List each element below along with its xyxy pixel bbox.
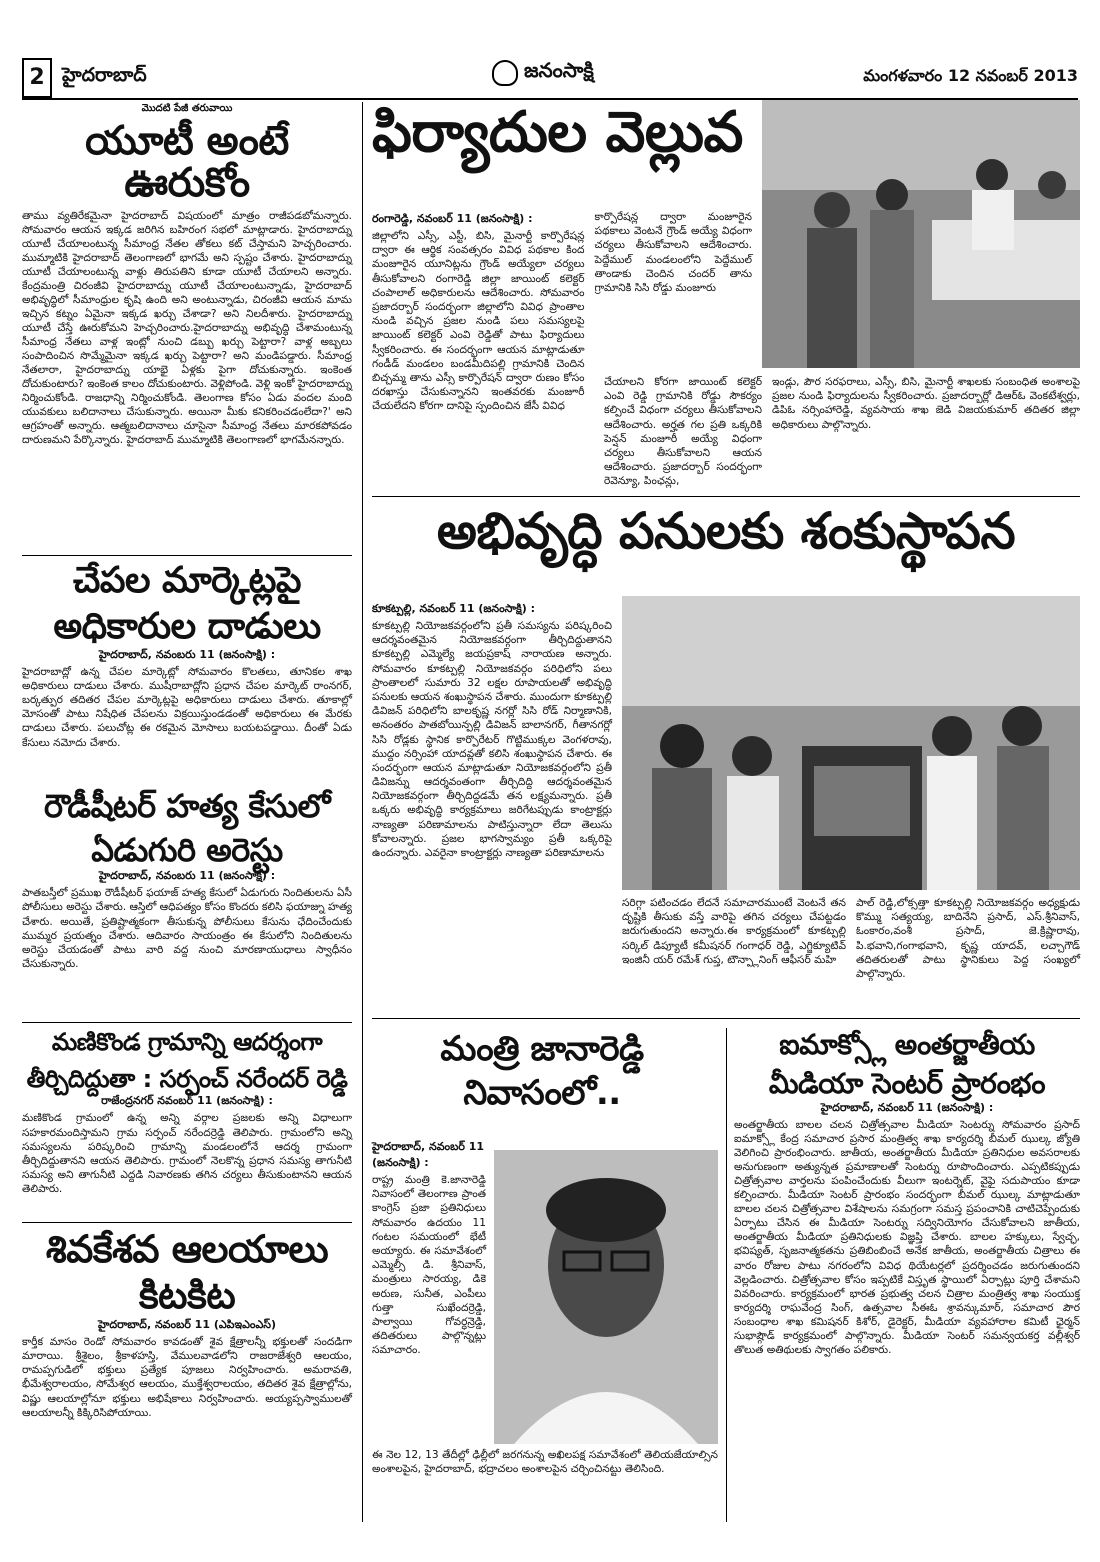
article-body-col2-top: కార్పొరేషన్ల ద్వారా మంజూరైన పథకాలు వెంటనే గ్రౌండ్ అయ్యే విధంగా చర్యలు తీసుకోవాలని ఆదేశించారు. పెద్దేముల్ మండలంలోని పెద్దేముల్ తాండాకు చెందిన చందర్ తాను గ్రామానికి సిసి రోడ్డు మంజూరు <box>594 211 752 294</box>
article-body: కార్తీక మాసం రెండో సోమవారం కావడంతో శైవ క్షేత్రాలన్నీ భక్తులతో సందడిగా మారాయి. శ్రీశైలం, శ్రీకాళహస్తి, వేములవాడలోని రాజరాజేశ్వరి ఆలయం, రామప్పగుడిలో భక్తులు ప్రత్యేక పూజలు నిర్వహించారు. అమరావతి, భీమేశ్వరాలయం, సోమేశ్వర ఆలయం, ముక్తేశ్వరాలయం, తదితర శైవ క్షేత్రాల్లోను, విష్ణు ఆలయాల్లోనూ భక్తులు అభిషేకాలు నిర్వహించారు. అయ్యప్పస్వాములతో ఆలయాలన్నీ కిక్కిరిసిపోయాయి. <box>22 1335 352 1419</box>
headline-line1: ఐమాక్స్లో అంతర్జాతీయ <box>779 1028 1035 1061</box>
article-minister <box>372 1029 712 1113</box>
photo-placeholder-icon <box>762 100 1080 368</box>
headline-line2: అధికారుల దాడులు <box>53 605 321 647</box>
issue-date: మంగళవారం 12 నవంబర్ 2013 <box>863 66 1078 85</box>
article-body: పాతబస్తీలో ప్రముఖ రౌడీషీటర్ ఫయాజ్ హత్య కేసులో ఏడుగురు నిందితులను ఏసీ పోలీసులు అరెస్టు చేశారు. ఆస్తిలో ఆధిపత్యం కోసం కొందరు కలిసి ఫయాజ్ను హత్య చేశారు. అయితే, ప్రతిష్టాత్మకంగా తీసుకున్న పోలీసులు కేసును ఛేదించేందుకు ముమ్మర ప్రయత్నం చేశారు. ఆదివారం సాయంత్రం ఈ కేసులోని నిందితులను అరెస్టు చేయడంతో పాటు వారి వద్ద నుంచి మారణాయుధాలు స్వాధీనం చేసుకున్నారు. <box>22 887 352 971</box>
minister-full-col <box>372 1448 718 1476</box>
complaints-photo <box>762 100 1080 368</box>
dateline: హైదరాబాద్, నవంబరు 11 (జనంసాక్షి) : <box>98 647 276 661</box>
minister-narrow-col <box>372 1138 486 1357</box>
article-temples <box>22 1227 352 1420</box>
article-manikonda <box>22 1030 352 1197</box>
lotus-logo-icon <box>492 60 518 86</box>
dateline: రాజేంద్రనగర్ నవంబర్ 11 (జనంసాక్షి) : <box>101 1094 273 1108</box>
article-body: రాష్ట్ర మంత్రి కె.జానారెడ్డి నివాసంలో తెలంగాణ ప్రాంత కాంగ్రెస్ ప్రజా ప్రతినిధులు సోమవారం ఉదయం 11 గంటల సమయంలో భేటీ అయ్యారు. ఈ సమావేశంలో ఎమ్మెల్సీ డి. శ్రీనివాస్, మంత్రులు సారయ్య, డికె అరుణ, సునీత, ఎంపీలు గుత్తా సుఖేందర్రెడ్డి, పాల్వాయి గోవర్ధన్రెడ్డి, తదితరులు పాల్గొన్నట్లు సమాచారం. <box>372 1174 486 1357</box>
article-rowdy <box>22 787 352 971</box>
headline-line1: మంత్రి జానారెడ్డి <box>440 1029 644 1069</box>
article-complaints <box>372 100 752 165</box>
headline-line1: రౌడీషీటర్ హత్య కేసులో <box>43 787 330 825</box>
article-body: మణికొండ గ్రామంలో ఉన్న అన్ని వర్గాల ప్రజలకు అన్ని విధాలుగా సహకారమందిస్తామని గ్రామ సర్పంచ్ నరేందర్రెడ్డి తెలిపారు. గ్రామంలోని అన్ని సమస్యలను పరిష్కరించి గ్రామాన్ని మండలంలోనే ఆదర్శ గ్రామంగా తీర్చిదిద్దుతానని ఆయన తెలిపారు. గ్రామంలో నెలకొన్న ప్రధాన సమస్య తాగునీటి సమస్య అని తాగునీటి ఎద్దడి నివారణకు తగిన చర్యలు తీసుకుంటానని ఆయన తెలిపారు. <box>22 1112 352 1196</box>
dateline: హైదరాబాద్, నవంబర్ 11 (జనంసాక్షి) : <box>372 1140 485 1169</box>
paper-logo <box>492 58 594 87</box>
divider <box>22 1222 352 1223</box>
headline: యూటీ అంటే ఊరుకోం <box>85 118 289 206</box>
article-imax <box>734 1030 1080 1357</box>
headline-line1: మణికొండ గ్రామాన్ని ఆదర్శంగా <box>51 1028 323 1056</box>
dateline: రంగారెడ్డి, నవంబర్ 11 (జనంసాక్షి) : <box>372 212 533 225</box>
foundation-cols <box>622 896 1080 981</box>
article-body: అంతర్జాతీయ బాలల చలన చిత్రోత్సవాల మీడియా సెంటర్ను సోమవారం ప్రసాద్ ఐమాక్స్లో కేంద్ర సమాచార ప్రసార మంత్రిత్వ శాఖ కార్యదర్శి బీమల్ ఝుల్క జ్యోతి వెలిగించి ప్రారంభించారు. జాతీయ, అంతర్జాతీయ మీడియా ప్రతినిధుల అవసరాలకు అనుగుణంగా అత్యున్నత ప్రమాణాలతో సెంటర్ను రూపొందించారు. ఎప్పటికప్పుడు చిత్రోత్సవాల వార్తలను పంపించేందుకు వీలుగా ఇంటర్నెట్, వైఫై సదుపాయం కూడా కల్పించారు. మీడియా సెంటర్ ప్రారంభం సందర్భంగా బీమల్ ఝుల్క మాట్లాడుతూ బాలల చలన చిత్రోత్సవాల విశేషాలను సమగ్రంగా సమస్త ప్రపంచానికి చాటిచెప్పేందుకు ఏర్పాటు చేసిన ఈ మీడియా సెంటర్ను సద్వినియోగం చేసుకోవాలని జాతీయ, అంతర్జాతీయ మీడియా ప్రతినిధులకు విజ్ఞప్తి చేశారు. బాలల హక్కులు, స్వేచ్ఛ, భవిష్యత్, సృజనాత్మకతను ప్రతిబింబించే అనేక జాతీయ, అంతర్జాతీయ చిత్రాలు ఈ వారం రోజుల పాటు నగరంలోని వివిధ థియేటర్లలో ప్రదర్శించడం జరుగుతుందని వెల్లడించారు. చిత్రోత్సవాల కోసం ఇప్పటికే విస్తృత స్థాయిలో ఏర్పాట్లు పూర్తి చేశామని వివరించారు. కార్యక్రమంలో భారత ప్రభుత్వ చలన చిత్రాల మంత్రిత్వ శాఖ సంయుక్త కార్యదర్శి రాఘవేంద్ర సింగ్, ఉత్సవాల సీఈఓ శ్రావన్కుమార్, సమాచార పౌర సంబంధాల శాఖ కమిషనర్ కిశోర్, డైరెక్టర్, మీడియా వ్యవహారాల కమిటీ ఛైర్మన్ సుభాష్గౌడ్ కార్యక్రమంలో పాల్గొన్నారు. మీడియా సెంటర్ సమన్వయకర్త వల్లీశ్వర్ తొలుత అతిథులకు స్వాగతం పలికారు. <box>734 1118 1080 1357</box>
photo-placeholder-icon <box>622 596 1080 890</box>
article-body-full: ఈ నెల 12, 13 తేదీల్లో ఢిల్లీలో జరగనున్న అఖిలపక్ష సమావేశంలో తెలియజేయాల్సిన అంశాలపైన, హైదరాబాద్, భద్రాచలం అంశాలపైన చర్చించినట్టు తెలిసింది. <box>372 1449 718 1476</box>
article-fish-market <box>22 562 352 750</box>
foundation-col1 <box>372 600 612 860</box>
dateline: కూకట్పల్లి, నవంబర్ 11 (జనంసాక్షి) : <box>372 602 536 615</box>
divider <box>372 1018 1080 1019</box>
article-body-col1: కూకట్పల్లి నియోజకవర్గంలోని ప్రతీ సమస్యను పరిష్కరించి ఆదర్శవంతమైన నియోజకవర్గంగా తీర్చిదిద్దుతానని కూకట్పల్లి ఎమ్మెల్యే జయప్రకాష్ నారాయణ అన్నారు. సోమవారం కూకట్పల్లి నియోజకవర్గం పరిధిలోని పలు ప్రాంతాలలో సుమారు 32 లక్షల రూపాయలతో అభివృద్ధి పనులకు ఆయన శంఖుస్థాపన చేశారు. ముందుగా కూకట్పల్లి డివిజన్ పరిధిలోని బాలకృష్ణ నగర్లో సిసి రోడ్ నిర్మాణానికి, అనంతరం పాతబోయిన్పల్లి డివిజన్ బాలానగర్, గీతానగర్లో సిసి రోడ్లకు స్థానిక కార్పొరేటర్ గొట్టిముక్కల వెంగళరావు, ముద్దం నర్సింహా యాదవ్లతో కలిసి శంఖుస్థాపన చేశారు. ఈ సందర్భంగా ఆయన మాట్లాడుతూ నియోజకవర్గంలోని ప్రతీ డివిజన్ను ఆదర్శవంతంగా తీర్చిదిద్ది ఆదర్శవంతమైన నియోజకవర్గంగా తీర్చిదిద్దడమే తన లక్ష్యమన్నారు. ప్రతీ ఒక్కరు అభివృద్ధి కార్యక్రమాలు జరిగేటప్పుడు కాంట్రాక్టర్లు నాణ్యతా పరిణామాలను పాటిస్తున్నారా లేదా తెలుసు కోవాలన్నారు. ప్రజల భాగస్వామ్యం ప్రతీ ఒక్కరిపై ఉందన్నారు. ఎవరైనా కాంట్రాక్టర్లు నాణ్యతా పరిణామాలను <box>372 620 612 859</box>
divider <box>22 1022 352 1023</box>
article-ut <box>22 102 352 447</box>
headline-line2: నివాసంలో.. <box>463 1072 621 1113</box>
complaints-col2-bottom <box>604 375 762 489</box>
article-body-col2: సరిగ్గా పటించడం లేదనే సమాచారముంటే వెంటనే తన దృష్టికి తీసుకు వస్తే వారిపై తగిన చర్యలు చేపట్టడం జరుగుతుందని అన్నారు.ఈ కార్యక్రమంలో కూకట్పల్లి సర్కిల్ డిప్యూటీ కమీషనర్ గంగాధర్ రెడ్డి, ఎగ్జిక్యూటివ్ ఇంజినీ యర్ రమేశ్ గుప్త, టౌన్ప్లానింగ్ ఆఫీసర్ మహి <box>622 897 846 966</box>
article-body: తాము వ్యతిరేకమైనా హైదరాబాద్ విషయంలో మాత్రం రాజీపడబోమన్నారు. సోమవారం ఆయన ఇక్కడ జరిగిన బహిరంగ సభలో మాట్లాడారు. హైదరాబాద్ను యూటీ చేయాలంటున్న సీమాంధ్ర నేతల తోకలు కట్ చేస్తామని హెచ్చరించారు. ముమ్మాటికి హైదరాబాద్ తెలంగాణలో భాగమే అని స్పష్టం చేశారు. హైదరాబాద్ను యూటీ చేయాలంటున్న వాళ్లు తిరుపతిని కూడా యూటీ చేయాలని అన్నారు. కేంద్రమంత్రి చిరంజీవి హైదరాబాద్ను యూటీ చేయాలంటున్నాడు, హైదరాబాద్ అభివృద్ధిలో సీమాంధ్రుల కృషి ఉంది అని అంటున్నాడు, చిరంజీవి ఆయన మామ ఇచ్చిన కట్నం ఏమైనా ఇక్కడ ఖర్చు చేశాడా? అని నిలదీశారు. హైదరాబాద్ను యూటీ చేస్తే ఊరుకోమని హెచ్చరించారు.హైదరాబాద్ను అభివృద్ధి చేశామంటున్న సీమాంధ్ర నేతలు వాళ్ల ఇంట్లో నుంచి డబ్బు ఖర్చు పెట్టారా? వాళ్ల అబ్బలు సంపాదించిన సొమ్మేమైనా ఇక్కడ ఖర్చు పెట్టారా? అని మండిపడ్డారు. సీమాంధ్ర నేతలారా, హైదరాబాద్ను యాభై ఏళ్లకు పైగా దోచుకున్నారు. ఇంకెంత దోచుకుంటారు? ఇంకెంత కాలం దోచుకుంటారు. వెళ్లిపోండి. వెళ్లి ఇంకో హైదరాబాద్ను నిర్మించుకోండి. రాజధాన్ని నిర్మించుకోండి. తెలంగాణ కోసం ఏడు వందల మంది యువకులు బలిదానాలు చేసుకున్నారు. అయినా మీకు కనికరించడంలేదా?' అని ఆగ్రహంతో అన్నారు. ఆత్మబలిదానాలు చూసైనా సీమాంధ్ర నేతలు మారకపోవడం దారుణమని పేర్కొన్నారు. హైదరాబాద్ ముమ్మాటికి తెలంగాణలో భాగమేనన్నారు. <box>22 210 352 446</box>
dateline: హైదరాబాద్, నవంబర్ 11 (ఎపిఇఎంఎస్) <box>97 1317 277 1331</box>
minister-photo <box>494 1150 718 1444</box>
headline-line2: తీర్చిదిద్దుతా : సర్పంచ్ నరేందర్ రెడ్డి <box>26 1065 348 1094</box>
headline-line1: చేపల మార్కెట్లపై <box>73 560 301 601</box>
headline: అభివృద్ధి పనులకు శంకుస్థాపన <box>436 502 1016 560</box>
column-divider <box>726 1028 727 1522</box>
portrait-icon <box>494 1150 718 1444</box>
section-name: హైదరాబాద్ <box>62 64 147 86</box>
dateline: హైదరాబాద్, నవంబరు 11 (జనంసాక్షి) : <box>98 869 276 883</box>
article-body-col3: పాల్ రెడ్డి,లోక్సత్తా కూకట్పల్లి నియోజకవర్గం అధ్యక్షుడు కొమ్ము సత్యయ్య, బాదినేని ప్రసాద్, ఎస్.శ్రీనివాస్, ఓంకారం,వంశీ ప్రసాద్, జె.క్రిష్ణారావు, పి.భవాని,గంగాభవాని, కృష్ణ యాదవ్, లచ్చాగౌడ్ తదితరులతో పాటు స్థానికులు పెద్ద సంఖ్యలో పాల్గొన్నారు. <box>856 897 1080 980</box>
article-body-col3: ఇండ్లు, పౌర సరఫరాలు, ఎస్సీ, బిసి, మైనార్టీ శాఖలకు సంబంధిత అంశాలపై ప్రజల నుండి ఫిర్యాదులను స్వీకరించారు. ప్రజాదర్బార్లో డిఆర్ఓ వెంకటేశ్వర్లు, డిపిఓ నర్సింహారెడ్డి, వ్యవసాయ శాఖ జెడి విజయకుమార్ తదితర జిల్లా అధికారులు పాల్గొన్నారు. <box>772 376 1080 431</box>
article-body-col1: జిల్లాలోని ఎస్సీ, ఎస్టీ, బిసి, మైనార్టీ కార్పొరేషన్ల ద్వారా ఈ ఆర్థిక సంవత్సరం వివిధ పథకాల కింద మంజూరైన యూనిట్లను గ్రౌండ్ అయ్యేలా చర్యలు తీసుకోవాలని రంగారెడ్డి జిల్లా జాయింట్ కలెక్టర్ చంపాలాల్ అధికారులను ఆదేశించారు. సోమవారం ప్రజాదర్బార్ సందర్భంగా జిల్లాలోని వివిధ ప్రాంతాల నుండి వచ్చిన ప్రజల నుండి పలు సమస్యలపై జాయింట్ కలెక్టర్ ఎంవి రెడ్డితో పాటు ఫిర్యాదులు స్వీకరించారు. ఈ సందర్భంగా ఆయన మాట్లాడుతూ గండీడ్ మండలం బండమీదిపల్లి గ్రామానికి చెందిన బిచ్చమ్మ తాను ఎస్సీ కార్పొరేషన్ ద్వారా రుణం కోసం దరఖాస్తు చేసుకున్నానని ఇంతవరకు మంజూరీ చేయలేదని కోరగా దానిపై స్పందించిన జేసీ వివిధ <box>372 230 585 413</box>
dateline: హైదరాబాద్, నవంబర్ 11 (జనంసాక్షి) : <box>820 1100 994 1114</box>
divider <box>372 496 1080 497</box>
masthead <box>22 58 1078 100</box>
page-number: 2 <box>22 58 52 98</box>
column-divider <box>362 102 363 1522</box>
article-foundation <box>372 502 1080 560</box>
complaints-col3 <box>772 375 1080 432</box>
headline-line2: కిటకిట <box>138 1272 236 1317</box>
paper-name: జనంసాక్షి <box>524 58 594 82</box>
headline-line1: శివకేశవ ఆలయాలు <box>45 1227 329 1271</box>
article-body: హైదరాబాద్లో ఉన్న చేపల మార్కెట్లో సోమవారం కొలతలు, తూనికల శాఖ అధికారులు దాడులు చేశారు. ముషీరాబాద్లోని ప్రధాన చేపల మార్కెట్ రాంనగర్, బర్కత్పుర తదితర చేపల మార్కెట్లపై అధికారులు దాడులు చేశారు. తూకాల్లో మోసంతో పాటు నిషేధిత చేపలను విక్రయిస్తుండడంతో అధికారులు ఈ మేరకు దాడులు చేశారు. పలుచోట్ల ఈ రకమైన మోసాలు బయటపడ్డాయి. దీంతో ఏడు కేసులు నమోదు చేశారు. <box>22 665 352 749</box>
headline-line2: ఏడుగురి అరెస్టు <box>91 830 283 869</box>
foundation-photo <box>622 596 1080 890</box>
divider <box>22 555 352 556</box>
headline: ఫిర్యాదుల వెల్లువ <box>372 100 743 165</box>
article-body-col2-bottom: చేయాలని కోరగా జాయింట్ కలెక్టర్ ఎంవి రెడ్డి గ్రామానికి రోడ్డు సౌకర్యం కల్పించే విధంగా చర్యలు తీసుకోవాలని ఆదేశించారు. అర్హత గల ప్రతి ఒక్కరికి పెన్షన్ మంజూరీ అయ్యే విధంగా చర్యలు తీసుకోవాలని ఆయన ఆదేశించారు. ప్రజాదర్బార్ సందర్భంగా రెవెన్యూ, పింఛన్లు, <box>604 376 762 488</box>
continued-kicker: మొదటి పేజీ తరువాయి <box>141 103 233 114</box>
headline-line2: మీడియా సెంటర్ ప్రారంభం <box>768 1067 1046 1101</box>
